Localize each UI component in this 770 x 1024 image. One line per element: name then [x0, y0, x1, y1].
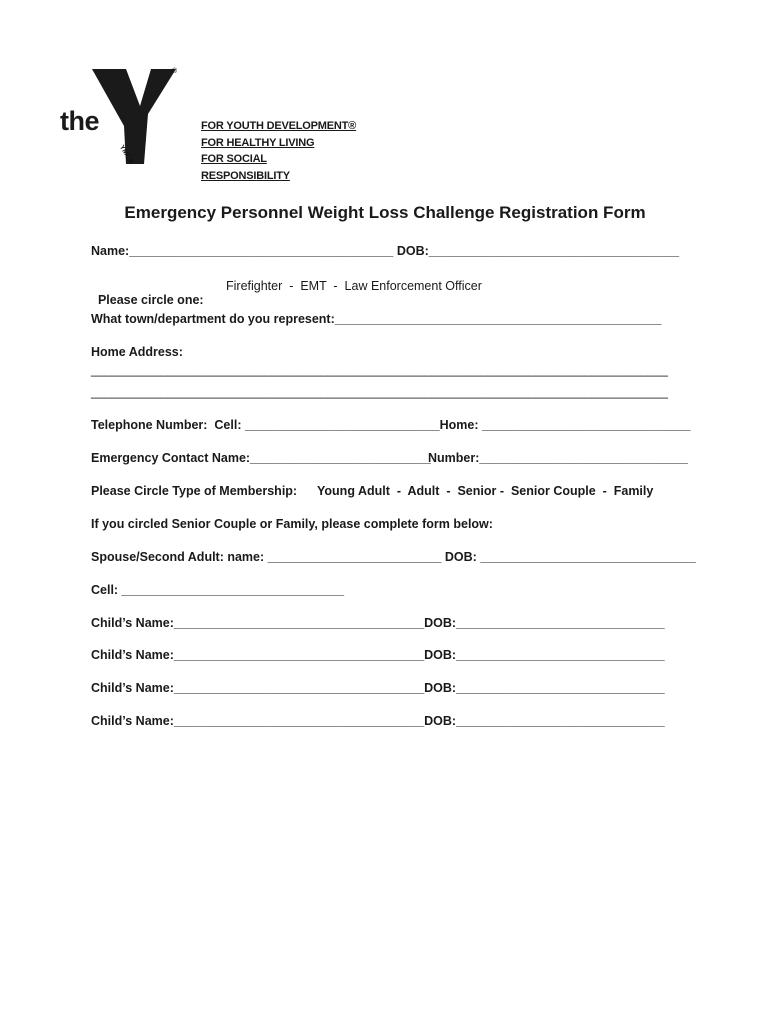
child-name-field[interactable]: Child’s Name:____________________________________DOB:______________________________ [91, 648, 665, 662]
emergency-contact-name-field[interactable]: Emergency Contact Name:__________________________ [91, 451, 431, 465]
registered-mark: ® [172, 68, 178, 75]
home-address-line-1[interactable]: ___________________________________________________________________________________ [91, 363, 669, 377]
name-dob-field[interactable]: Name:______________________________________ DOB:____________________________________ [91, 244, 680, 258]
form-title: Emergency Personnel Weight Loss Challenge Registration Form [124, 203, 646, 222]
circle-one-label: Please circle one: [97, 293, 204, 307]
logo-wordmark: the [60, 106, 99, 136]
membership-type-options[interactable]: Young Adult - Adult - Senior - Senior Couple - Family [317, 484, 654, 498]
emergency-contact-number-field[interactable]: Number:______________________________ [428, 451, 688, 465]
logo-tagline [201, 118, 358, 184]
town-department-field[interactable]: What town/department do you represent:_______________________________________________ [91, 312, 662, 326]
circle-one-row [91, 279, 204, 307]
tagline-line: FOR SOCIAL RESPONSIBILITY [201, 153, 290, 182]
senior-family-note: If you circled Senior Couple or Family, please complete form below: [91, 517, 493, 531]
home-address-label: Home Address: [91, 345, 183, 359]
occupation-options[interactable]: Firefighter - EMT - Law Enforcement Officer [226, 279, 482, 293]
tagline-line: FOR YOUTH DEVELOPMENT® [201, 120, 357, 132]
cell-field[interactable]: Cell: ________________________________ [91, 583, 345, 597]
tagline-line: FOR HEALTHY LIVING [201, 136, 315, 149]
ymca-logo [58, 66, 358, 182]
ymca-vertical-text: YMCA [117, 144, 135, 166]
spouse-field[interactable]: Spouse/Second Adult: name: _________________________ DOB: _______________________________ [91, 550, 696, 564]
child-name-field[interactable]: Child’s Name:____________________________________DOB:______________________________ [91, 681, 665, 695]
home-address-line-2[interactable]: ___________________________________________________________________________________ [91, 385, 669, 399]
ymca-y-mark [88, 66, 178, 164]
child-name-field[interactable]: Child’s Name:____________________________________DOB:______________________________ [91, 616, 665, 630]
telephone-field[interactable]: Telephone Number: Cell: ____________________________Home: ______________________________ [91, 418, 691, 432]
child-name-field[interactable]: Child’s Name:____________________________________DOB:______________________________ [91, 714, 665, 728]
membership-type-label: Please Circle Type of Membership: [91, 484, 298, 498]
